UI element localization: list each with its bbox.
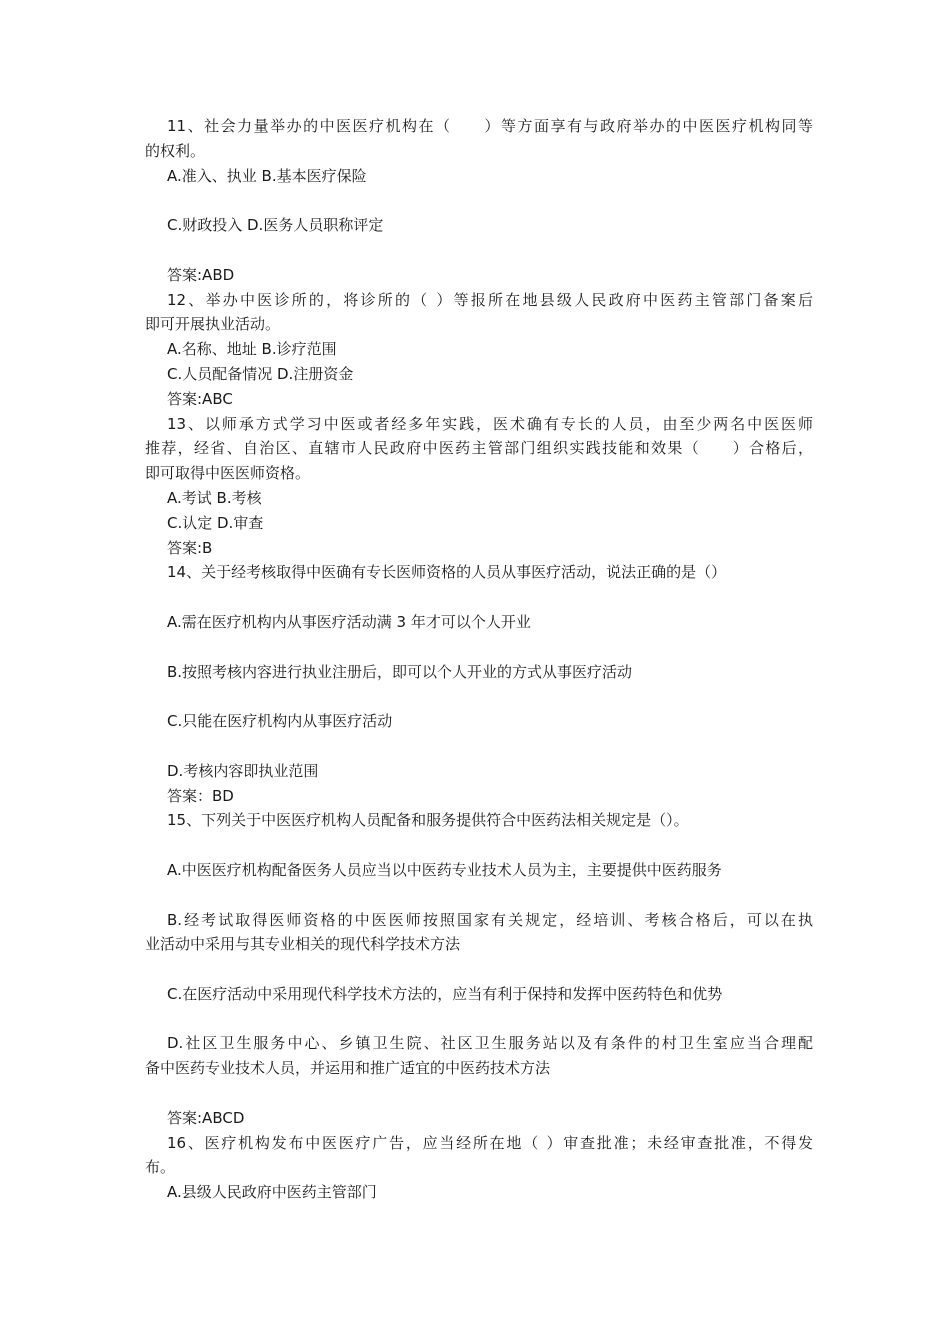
question-13-line-3: 即可取得中医医师资格。 <box>145 464 311 483</box>
question-12-line-1: 12、举办中医诊所的，将诊所的（ ）等报所在地县级人民政府中医药主管部门备案后 <box>167 290 813 309</box>
question-15-option-a: A.中医医疗机构配备医务人员应当以中医药专业技术人员为主，主要提供中医药服务 <box>167 860 722 879</box>
question-16-option-a: A.县级人民政府中医药主管部门 <box>167 1183 377 1202</box>
blank-line <box>145 1081 813 1106</box>
blank-line <box>145 883 813 908</box>
question-11-option-cd: C.财政投入 D.医务人员职称评定 <box>167 216 384 235</box>
blank-line <box>145 833 813 858</box>
question-13-option-ab: A.考试 B.考核 <box>167 488 262 507</box>
question-14-answer: 答案：BD <box>167 786 234 805</box>
blank-line <box>145 1007 813 1032</box>
question-14-option-a: A.需在医疗机构内从事医疗活动满 3 年才可以个人开业 <box>167 612 531 631</box>
question-15-option-c: C.在医疗活动中采用现代科学技术方法的，应当有利于保持和发挥中医药特色和优势 <box>167 984 723 1003</box>
blank-line <box>145 188 813 213</box>
blank-line <box>145 238 813 263</box>
question-11-option-ab: A.准入、执业 B.基本医疗保险 <box>167 166 367 185</box>
question-13-answer: 答案:B <box>167 538 213 557</box>
question-15-option-d-line-2: 备中医药专业技术人员，并运用和推广适宜的中医药技术方法 <box>145 1059 551 1078</box>
question-12-line-2: 即可开展执业活动。 <box>145 315 281 334</box>
blank-line <box>145 957 813 982</box>
question-15-answer: 答案:ABCD <box>167 1108 245 1127</box>
question-11-answer: 答案:ABD <box>167 265 235 284</box>
question-15-option-d-line-1: D.社区卫生服务中心、乡镇卫生院、社区卫生服务站以及有条件的村卫生室应当合理配 <box>167 1034 813 1053</box>
question-16-line-2: 布。 <box>145 1158 176 1177</box>
question-15-option-b-line-2: 业活动中采用与其专业相关的现代科学技术方法 <box>145 935 461 954</box>
question-13-line-2: 推荐，经省、自治区、直辖市人民政府中医药主管部门组织实践技能和效果（ ）合格后， <box>145 439 813 458</box>
document-body <box>145 114 813 1205</box>
blank-line <box>145 585 813 610</box>
question-12-option-cd: C.人员配备情况 D.注册资金 <box>167 364 354 383</box>
question-14-line-1: 14、关于经考核取得中医确有专长医师资格的人员从事医疗活动，说法正确的是（） <box>167 563 727 582</box>
question-11-line-2: 的权利。 <box>145 141 206 160</box>
question-13-line-1: 13、以师承方式学习中医或者经多年实践，医术确有专长的人员，由至少两名中医医师 <box>167 414 813 433</box>
question-15-line-1: 15、下列关于中医医疗机构人员配备和服务提供符合中医药法相关规定是（）。 <box>167 811 689 830</box>
question-12-answer: 答案:ABC <box>167 389 233 408</box>
question-14-option-d: D.考核内容即执业范围 <box>167 761 319 780</box>
blank-line <box>145 734 813 759</box>
question-14-option-c: C.只能在医疗机构内从事医疗活动 <box>167 712 393 731</box>
question-12-option-ab: A.名称、地址 B.诊疗范围 <box>167 340 337 359</box>
question-16-line-1: 16、医疗机构发布中医医疗广告，应当经所在地（ ）审查批准；未经审查批准，不得发 <box>167 1133 813 1152</box>
question-15-option-b-line-1: B.经考试取得医师资格的中医医师按照国家有关规定，经培训、考核合格后，可以在执 <box>167 910 813 929</box>
question-11-line-1: 11、社会力量举办的中医医疗机构在（ ）等方面享有与政府举办的中医医疗机构同等 <box>167 117 813 135</box>
blank-line <box>145 684 813 709</box>
question-14-option-b: B.按照考核内容进行执业注册后，即可以个人开业的方式从事医疗活动 <box>167 662 633 681</box>
blank-line <box>145 635 813 660</box>
question-13-option-cd: C.认定 D.审查 <box>167 513 264 532</box>
